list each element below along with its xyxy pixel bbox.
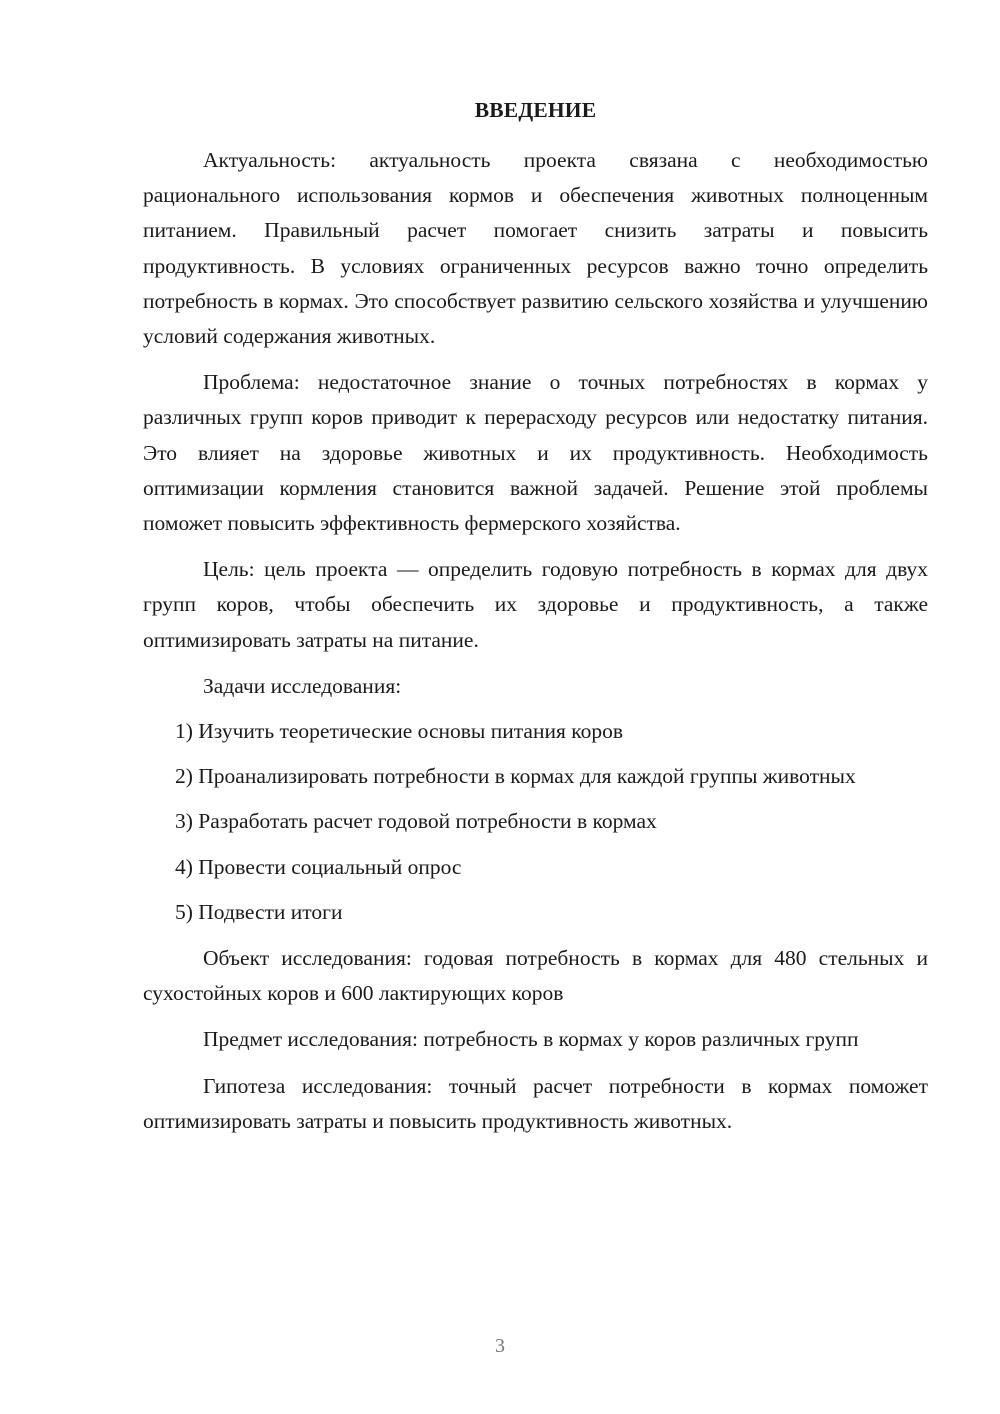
section-title: ВВЕДЕНИЕ	[474, 98, 597, 122]
task-item: 2) Проанализировать потребности в кормах для каждой группы животных	[175, 764, 856, 789]
task-item: 4) Провести социальный опрос	[175, 854, 462, 879]
paragraph-object: Объект исследования: годовая потребность в кормах для 480 стельных и сухостойных коров и 600 лактирующих коров	[143, 946, 928, 1006]
paragraph-goal: Цель: цель проекта — определить годовую потребность в кормах для двух групп коров, чтобы обеспечить их здоровье и продуктивность, а также оптимизировать затраты на питание.	[143, 557, 928, 652]
tasks-list	[143, 714, 928, 930]
task-item: 5) Подвести итоги	[175, 899, 343, 924]
task-item: 3) Разработать расчет годовой потребности в кормах	[175, 809, 657, 834]
paragraph-subject: Предмет исследования: потребность в кормах у коров различных групп	[203, 1027, 859, 1052]
page-number: 3	[495, 1335, 505, 1357]
paragraph-relevance: Актуальность: актуальность проекта связана с необходимостью рационального использования кормов и обеспечения животных полноценным питанием. Правильный расчет помогает снизить затраты и повысить продуктивность. В условиях ограниченных ресурсов важно точно определить потребность в кормах. Это способствует развитию сельского хозяйства и улучшению условий содержания животных.	[143, 148, 928, 349]
task-item: 1) Изучить теоретические основы питания коров	[175, 719, 623, 744]
paragraph-problem: Проблема: недостаточное знание о точных потребностях в кормах у различных групп коров приводит к перерасходу ресурсов или недостатку питания. Это влияет на здоровье животных и их продуктивность. Необходимость оптимизации кормления становится важной задачей. Решение этой проблемы поможет повысить эффективность фермерского хозяйства.	[143, 370, 928, 536]
paragraph-hypothesis: Гипотеза исследования: точный расчет потребности в кормах поможет оптимизировать затраты и повысить продуктивность животных.	[143, 1073, 928, 1133]
tasks-heading: Задачи исследования:	[203, 673, 402, 698]
page-content	[143, 92, 928, 1150]
